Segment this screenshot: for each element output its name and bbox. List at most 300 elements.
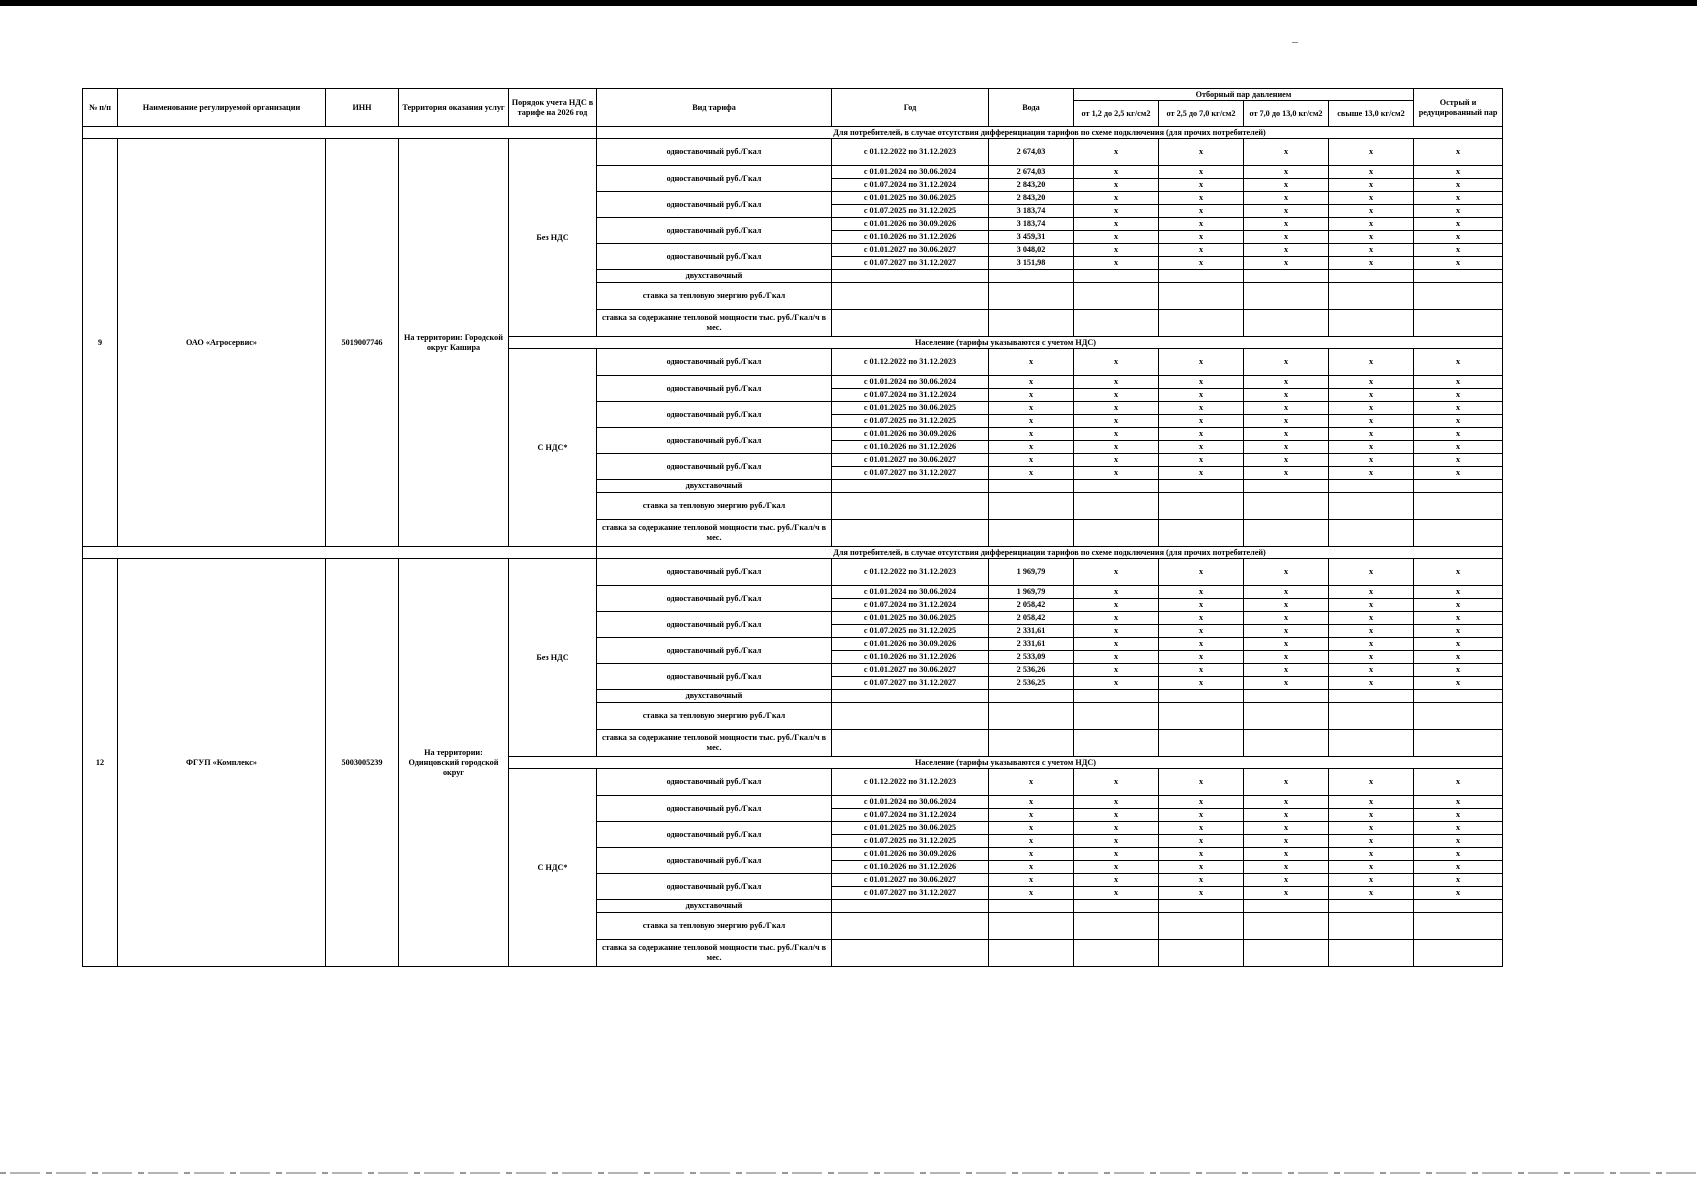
steam-value: x	[1414, 402, 1503, 415]
water-value: 1 969,79	[989, 586, 1074, 599]
steam-value: x	[1159, 389, 1244, 402]
period-cell: с 01.01.2025 по 30.06.2025	[832, 192, 989, 205]
period-cell: с 01.01.2024 по 30.06.2024	[832, 376, 989, 389]
empty-cell	[989, 480, 1074, 493]
steam-value: x	[1414, 389, 1503, 402]
steam-value: x	[1329, 441, 1414, 454]
steam-value: x	[1244, 835, 1329, 848]
steam-value: x	[1244, 231, 1329, 244]
tariff-type-one-part: одноставочный руб./Гкал	[597, 638, 832, 664]
empty-cell	[1329, 493, 1414, 520]
period-cell: с 01.07.2024 по 31.12.2024	[832, 599, 989, 612]
steam-value: x	[1329, 796, 1414, 809]
steam-value: x	[1414, 612, 1503, 625]
steam-value: x	[1414, 769, 1503, 796]
steam-value: x	[1244, 809, 1329, 822]
water-value: 1 969,79	[989, 559, 1074, 586]
steam-value: x	[1244, 822, 1329, 835]
empty-cell	[1159, 270, 1244, 283]
empty-cell	[1414, 310, 1503, 337]
steam-value: x	[1414, 139, 1503, 166]
empty-cell	[1074, 270, 1159, 283]
steam-value: x	[1414, 887, 1503, 900]
empty-cell	[832, 310, 989, 337]
header-inn: ИНН	[326, 89, 399, 127]
tariff-type-one-part: одноставочный руб./Гкал	[597, 664, 832, 690]
steam-value: x	[1329, 677, 1414, 690]
tariff-type-one-part: одноставочный руб./Гкал	[597, 402, 832, 428]
scan-bottom-artifact	[0, 1172, 1697, 1174]
period-cell: с 01.07.2027 по 31.12.2027	[832, 887, 989, 900]
empty-cell	[1244, 283, 1329, 310]
water-value: 3 048,02	[989, 244, 1074, 257]
water-value: 2 331,61	[989, 638, 1074, 651]
period-cell: с 01.01.2025 по 30.06.2025	[832, 822, 989, 835]
steam-value: x	[1414, 166, 1503, 179]
steam-value: x	[1244, 139, 1329, 166]
water-value: x	[989, 389, 1074, 402]
steam-value: x	[1414, 861, 1503, 874]
empty-cell	[1414, 900, 1503, 913]
empty-cell	[1244, 913, 1329, 940]
period-cell: с 01.01.2026 по 30.09.2026	[832, 848, 989, 861]
steam-value: x	[1074, 257, 1159, 270]
steam-value: x	[1244, 192, 1329, 205]
steam-value: x	[1414, 218, 1503, 231]
tariff-table-wrapper	[82, 88, 1502, 967]
empty-cell	[1159, 493, 1244, 520]
empty-cell	[832, 480, 989, 493]
steam-value: x	[1074, 415, 1159, 428]
tariff-type-capacity-rate: ставка за содержание тепловой мощности тыс. руб./Гкал/ч в мес.	[597, 940, 832, 967]
org-inn: 5003005239	[326, 559, 399, 967]
tariff-type-one-part: одноставочный руб./Гкал	[597, 848, 832, 874]
period-cell: с 01.01.2026 по 30.09.2026	[832, 428, 989, 441]
scan-top-edge	[0, 0, 1697, 6]
steam-value: x	[1074, 677, 1159, 690]
steam-value: x	[1074, 809, 1159, 822]
header-steam-3: от 7,0 до 13,0 кг/см2	[1244, 101, 1329, 127]
period-cell: с 01.07.2027 по 31.12.2027	[832, 257, 989, 270]
water-value: x	[989, 402, 1074, 415]
steam-value: x	[1244, 559, 1329, 586]
tariff-type-one-part: одноставочный руб./Гкал	[597, 796, 832, 822]
steam-value: x	[1244, 848, 1329, 861]
steam-value: x	[1329, 244, 1414, 257]
empty-cell	[832, 940, 989, 967]
tariff-type-one-part: одноставочный руб./Гкал	[597, 428, 832, 454]
steam-value: x	[1074, 205, 1159, 218]
water-value: x	[989, 454, 1074, 467]
steam-value: x	[1159, 861, 1244, 874]
section-title-other: Для потребителей, в случае отсутствия дифференциации тарифов по схеме подключения (для прочих потребителей)	[597, 127, 1503, 139]
tariff-type-one-part: одноставочный руб./Гкал	[597, 769, 832, 796]
water-value: 2 058,42	[989, 599, 1074, 612]
steam-value: x	[1414, 415, 1503, 428]
steam-value: x	[1159, 559, 1244, 586]
tariff-type-two-part: двухставочный	[597, 270, 832, 283]
steam-value: x	[1244, 874, 1329, 887]
steam-value: x	[1244, 677, 1329, 690]
empty-cell	[1329, 703, 1414, 730]
steam-value: x	[1244, 441, 1329, 454]
water-value: 3 459,31	[989, 231, 1074, 244]
period-cell: с 01.12.2022 по 31.12.2023	[832, 559, 989, 586]
empty-cell	[1159, 913, 1244, 940]
empty-cell	[1414, 730, 1503, 757]
period-cell: с 01.07.2025 по 31.12.2025	[832, 625, 989, 638]
scan-speck	[1292, 42, 1298, 43]
water-value: x	[989, 349, 1074, 376]
header-vat-order: Порядок учета НДС в тарифе на 2026 год	[509, 89, 597, 127]
tariff-type-two-part: двухставочный	[597, 480, 832, 493]
water-value: 2 843,20	[989, 179, 1074, 192]
steam-value: x	[1159, 664, 1244, 677]
tariff-type-energy-rate: ставка за тепловую энергию руб./Гкал	[597, 283, 832, 310]
empty-cell	[1074, 730, 1159, 757]
steam-value: x	[1414, 822, 1503, 835]
steam-value: x	[1074, 559, 1159, 586]
water-value: 2 533,09	[989, 651, 1074, 664]
water-value: x	[989, 415, 1074, 428]
org-territory: На территории: Одинцовский городской округ	[399, 559, 509, 967]
period-cell: с 01.01.2027 по 30.06.2027	[832, 664, 989, 677]
tariff-type-one-part: одноставочный руб./Гкал	[597, 218, 832, 244]
steam-value: x	[1414, 664, 1503, 677]
steam-value: x	[1159, 625, 1244, 638]
steam-value: x	[1414, 586, 1503, 599]
steam-value: x	[1329, 664, 1414, 677]
empty-cell	[1414, 690, 1503, 703]
empty-cell	[1329, 690, 1414, 703]
empty-cell	[1329, 520, 1414, 547]
steam-value: x	[1074, 389, 1159, 402]
steam-value: x	[1414, 874, 1503, 887]
section-title-population: Население (тарифы указываются с учетом НДС)	[509, 337, 1503, 349]
period-cell: с 01.01.2024 по 30.06.2024	[832, 586, 989, 599]
steam-value: x	[1329, 218, 1414, 231]
vat-order-with-vat: С НДС*	[509, 349, 597, 547]
period-cell: с 01.01.2026 по 30.09.2026	[832, 638, 989, 651]
tariff-type-one-part: одноставочный руб./Гкал	[597, 244, 832, 270]
vat-order-no-vat: Без НДС	[509, 559, 597, 757]
steam-value: x	[1244, 612, 1329, 625]
tariff-type-one-part: одноставочный руб./Гкал	[597, 192, 832, 218]
steam-value: x	[1074, 625, 1159, 638]
steam-value: x	[1074, 651, 1159, 664]
steam-value: x	[1244, 454, 1329, 467]
period-cell: с 01.07.2025 по 31.12.2025	[832, 835, 989, 848]
empty-cell	[832, 913, 989, 940]
empty-cell	[989, 493, 1074, 520]
steam-value: x	[1414, 349, 1503, 376]
steam-value: x	[1329, 349, 1414, 376]
water-value: 2 331,61	[989, 625, 1074, 638]
header-year: Год	[832, 89, 989, 127]
steam-value: x	[1074, 822, 1159, 835]
steam-value: x	[1329, 179, 1414, 192]
steam-value: x	[1074, 376, 1159, 389]
steam-value: x	[1159, 586, 1244, 599]
steam-value: x	[1074, 428, 1159, 441]
empty-cell	[1244, 900, 1329, 913]
empty-cell	[1074, 493, 1159, 520]
empty-cell	[832, 493, 989, 520]
period-cell: с 01.07.2027 по 31.12.2027	[832, 677, 989, 690]
period-cell: с 01.12.2022 по 31.12.2023	[832, 349, 989, 376]
steam-value: x	[1414, 651, 1503, 664]
steam-value: x	[1244, 402, 1329, 415]
steam-value: x	[1244, 349, 1329, 376]
tariff-type-energy-rate: ставка за тепловую энергию руб./Гкал	[597, 913, 832, 940]
steam-value: x	[1414, 376, 1503, 389]
steam-value: x	[1074, 231, 1159, 244]
steam-value: x	[1329, 139, 1414, 166]
empty-cell	[1244, 493, 1329, 520]
steam-value: x	[1159, 205, 1244, 218]
tariff-type-one-part: одноставочный руб./Гкал	[597, 874, 832, 900]
section-gap-cell	[83, 547, 597, 559]
empty-cell	[1414, 520, 1503, 547]
steam-value: x	[1414, 677, 1503, 690]
steam-value: x	[1074, 664, 1159, 677]
water-value: x	[989, 428, 1074, 441]
empty-cell	[1074, 940, 1159, 967]
empty-cell	[1159, 940, 1244, 967]
empty-cell	[1244, 703, 1329, 730]
empty-cell	[1414, 493, 1503, 520]
steam-value: x	[1244, 467, 1329, 480]
steam-value: x	[1244, 389, 1329, 402]
period-cell: с 01.01.2024 по 30.06.2024	[832, 166, 989, 179]
tariff-row	[83, 139, 1503, 166]
header-steam-4: свыше 13,0 кг/см2	[1329, 101, 1414, 127]
empty-cell	[1074, 283, 1159, 310]
steam-value: x	[1244, 887, 1329, 900]
steam-value: x	[1414, 428, 1503, 441]
steam-value: x	[1074, 769, 1159, 796]
tariff-table	[82, 88, 1503, 967]
steam-value: x	[1329, 428, 1414, 441]
header-steam-1: от 1,2 до 2,5 кг/см2	[1074, 101, 1159, 127]
steam-value: x	[1329, 166, 1414, 179]
steam-value: x	[1159, 257, 1244, 270]
steam-value: x	[1159, 244, 1244, 257]
water-value: 2 843,20	[989, 192, 1074, 205]
steam-value: x	[1244, 166, 1329, 179]
period-cell: с 01.12.2022 по 31.12.2023	[832, 139, 989, 166]
empty-cell	[1074, 310, 1159, 337]
period-cell: с 01.01.2027 по 30.06.2027	[832, 244, 989, 257]
water-value: x	[989, 796, 1074, 809]
steam-value: x	[1329, 769, 1414, 796]
empty-cell	[832, 283, 989, 310]
steam-value: x	[1244, 769, 1329, 796]
steam-value: x	[1074, 467, 1159, 480]
empty-cell	[1329, 480, 1414, 493]
tariff-type-one-part: одноставочный руб./Гкал	[597, 166, 832, 192]
steam-value: x	[1244, 625, 1329, 638]
empty-cell	[1414, 270, 1503, 283]
steam-value: x	[1329, 376, 1414, 389]
steam-value: x	[1329, 389, 1414, 402]
period-cell: с 01.10.2026 по 31.12.2026	[832, 861, 989, 874]
period-cell: с 01.10.2026 по 31.12.2026	[832, 441, 989, 454]
empty-cell	[1244, 270, 1329, 283]
steam-value: x	[1074, 848, 1159, 861]
empty-cell	[989, 283, 1074, 310]
steam-value: x	[1244, 218, 1329, 231]
steam-value: x	[1329, 231, 1414, 244]
steam-value: x	[1329, 887, 1414, 900]
steam-value: x	[1329, 205, 1414, 218]
steam-value: x	[1329, 612, 1414, 625]
steam-value: x	[1414, 559, 1503, 586]
steam-value: x	[1074, 612, 1159, 625]
steam-value: x	[1074, 586, 1159, 599]
tariff-table-body	[83, 127, 1503, 967]
steam-value: x	[1074, 454, 1159, 467]
steam-value: x	[1244, 376, 1329, 389]
empty-cell	[1414, 283, 1503, 310]
steam-value: x	[1414, 205, 1503, 218]
steam-value: x	[1244, 664, 1329, 677]
empty-cell	[1159, 900, 1244, 913]
steam-value: x	[1159, 349, 1244, 376]
period-cell: с 01.07.2025 по 31.12.2025	[832, 415, 989, 428]
steam-value: x	[1074, 887, 1159, 900]
water-value: x	[989, 376, 1074, 389]
water-value: 2 536,25	[989, 677, 1074, 690]
steam-value: x	[1414, 809, 1503, 822]
tariff-type-two-part: двухставочный	[597, 690, 832, 703]
water-value: 2 674,03	[989, 139, 1074, 166]
header-steam-2: от 2,5 до 7,0 кг/см2	[1159, 101, 1244, 127]
water-value: x	[989, 874, 1074, 887]
steam-value: x	[1414, 848, 1503, 861]
empty-cell	[1159, 310, 1244, 337]
steam-value: x	[1329, 599, 1414, 612]
steam-value: x	[1159, 612, 1244, 625]
tariff-type-one-part: одноставочный руб./Гкал	[597, 586, 832, 612]
steam-value: x	[1329, 835, 1414, 848]
org-territory: На территории: Городской округ Кашира	[399, 139, 509, 547]
steam-value: x	[1414, 257, 1503, 270]
steam-value: x	[1159, 428, 1244, 441]
empty-cell	[1244, 310, 1329, 337]
period-cell: с 01.01.2027 по 30.06.2027	[832, 874, 989, 887]
header-org: Наименование регулируемой организации	[118, 89, 326, 127]
tariff-row	[83, 559, 1503, 586]
tariff-type-one-part: одноставочный руб./Гкал	[597, 349, 832, 376]
water-value: x	[989, 861, 1074, 874]
org-number: 12	[83, 559, 118, 967]
steam-value: x	[1329, 467, 1414, 480]
vat-order-no-vat: Без НДС	[509, 139, 597, 337]
steam-value: x	[1329, 586, 1414, 599]
empty-cell	[1414, 913, 1503, 940]
steam-value: x	[1074, 402, 1159, 415]
steam-value: x	[1329, 651, 1414, 664]
tariff-type-one-part: одноставочный руб./Гкал	[597, 612, 832, 638]
steam-value: x	[1329, 809, 1414, 822]
steam-value: x	[1159, 599, 1244, 612]
empty-cell	[989, 900, 1074, 913]
steam-value: x	[1244, 796, 1329, 809]
empty-cell	[1074, 690, 1159, 703]
header-sharp-steam: Острый и редуцированный пар	[1414, 89, 1503, 127]
period-cell: с 01.01.2025 по 30.06.2025	[832, 612, 989, 625]
steam-value: x	[1074, 599, 1159, 612]
steam-value: x	[1244, 586, 1329, 599]
steam-value: x	[1159, 467, 1244, 480]
steam-value: x	[1074, 244, 1159, 257]
steam-value: x	[1159, 166, 1244, 179]
empty-cell	[989, 690, 1074, 703]
empty-cell	[1329, 310, 1414, 337]
steam-value: x	[1074, 192, 1159, 205]
org-name: ОАО «Агросервис»	[118, 139, 326, 547]
steam-value: x	[1159, 231, 1244, 244]
water-value: x	[989, 848, 1074, 861]
steam-value: x	[1074, 874, 1159, 887]
steam-value: x	[1244, 861, 1329, 874]
steam-value: x	[1329, 822, 1414, 835]
section-gap-cell	[83, 127, 597, 139]
empty-cell	[1329, 940, 1414, 967]
steam-value: x	[1159, 179, 1244, 192]
steam-value: x	[1244, 244, 1329, 257]
tariff-type-one-part: одноставочный руб./Гкал	[597, 454, 832, 480]
steam-value: x	[1414, 441, 1503, 454]
empty-cell	[989, 940, 1074, 967]
empty-cell	[832, 730, 989, 757]
steam-value: x	[1159, 887, 1244, 900]
steam-value: x	[1159, 848, 1244, 861]
header-tariff-type: Вид тарифа	[597, 89, 832, 127]
period-cell: с 01.10.2026 по 31.12.2026	[832, 231, 989, 244]
steam-value: x	[1074, 166, 1159, 179]
empty-cell	[1074, 900, 1159, 913]
water-value: 3 183,74	[989, 218, 1074, 231]
steam-value: x	[1414, 796, 1503, 809]
steam-value: x	[1244, 257, 1329, 270]
period-cell: с 01.12.2022 по 31.12.2023	[832, 769, 989, 796]
empty-cell	[989, 913, 1074, 940]
steam-value: x	[1074, 349, 1159, 376]
empty-cell	[1074, 913, 1159, 940]
tariff-type-energy-rate: ставка за тепловую энергию руб./Гкал	[597, 703, 832, 730]
empty-cell	[1414, 940, 1503, 967]
steam-value: x	[1159, 651, 1244, 664]
empty-cell	[1244, 480, 1329, 493]
period-cell: с 01.01.2025 по 30.06.2025	[832, 402, 989, 415]
steam-value: x	[1329, 638, 1414, 651]
tariff-type-two-part: двухставочный	[597, 900, 832, 913]
empty-cell	[1074, 520, 1159, 547]
org-name: ФГУП «Комплекс»	[118, 559, 326, 967]
steam-value: x	[1074, 179, 1159, 192]
steam-value: x	[1414, 192, 1503, 205]
steam-value: x	[1329, 402, 1414, 415]
steam-value: x	[1159, 376, 1244, 389]
steam-value: x	[1414, 179, 1503, 192]
empty-cell	[1414, 480, 1503, 493]
steam-value: x	[1414, 231, 1503, 244]
steam-value: x	[1074, 835, 1159, 848]
steam-value: x	[1159, 218, 1244, 231]
empty-cell	[1159, 690, 1244, 703]
